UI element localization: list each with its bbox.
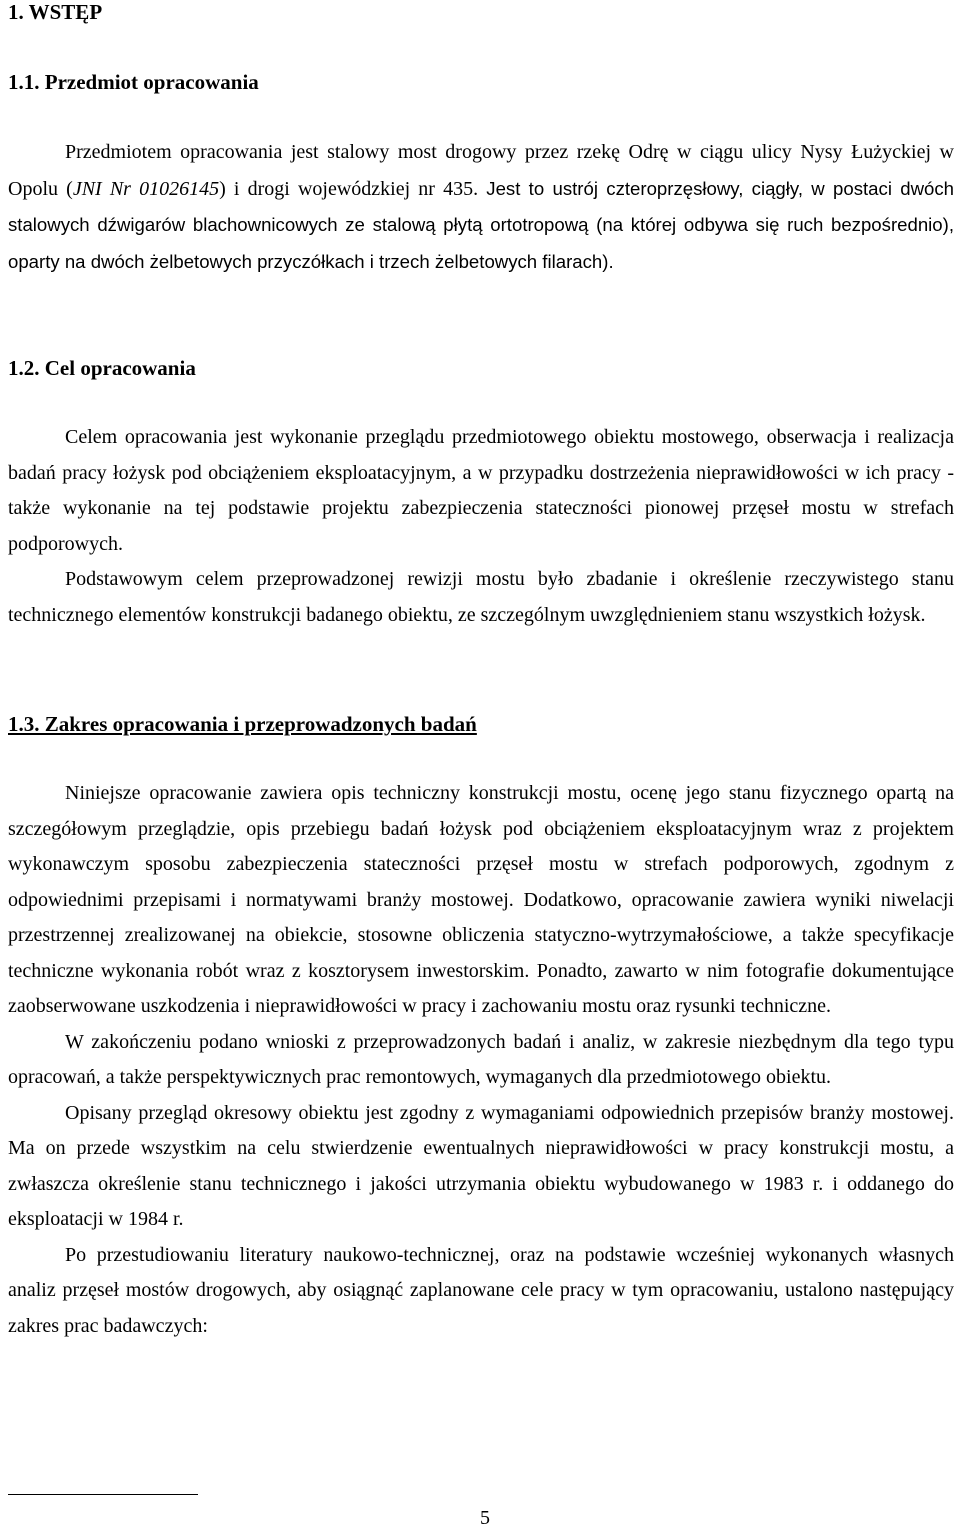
bridge-id-text: JNI Nr 01026145 <box>72 177 220 200</box>
subsection-body-1-2 <box>8 420 954 633</box>
text-run: Przedmiotem opracowania jest stalowy most drogowy przez rzekę Odrę w ciągu ulicy Nysy Łużyckiej w Opolu ( <box>8 141 954 200</box>
subsection-body-1-1 <box>8 135 954 280</box>
subsection-heading-1-3: 1.3. Zakres opracowania i przeprowadzonych badań <box>8 712 477 736</box>
subsection-heading-1-1: 1.1. Przedmiot opracowania <box>8 70 259 94</box>
text-run-sans: Jest to ustrój czteroprzęsłowy, ciągły, w postaci dwóch stalowych dźwigarów blachownicowych ze stalową płytą ortotropową (na której odbywa się ruch bezpośrednio), oparty na dwóch żelbetowych przyczółkach i trzech żelbetowych filarach). <box>8 177 955 272</box>
paragraph: Podstawowym celem przeprowadzonej rewizji mostu było zbadanie i określenie rzeczywistego stanu technicznego elementów konstrukcji badanego obiektu, ze szczególnym uwzględnieniem stanu wszystkich łożysk. <box>8 568 954 626</box>
subsection-heading-1-2: 1.2. Cel opracowania <box>8 356 196 380</box>
paragraph: Po przestudiowaniu literatury naukowo-technicznej, oraz na podstawie wcześniej wykonanych własnych analiz przęseł mostów drogowych, aby osiągnąć zaplanowane cele pracy w tym opracowaniu, ustalono następujący zakres prac badawczych: <box>8 1243 954 1337</box>
section-heading: 1. WSTĘP <box>8 0 103 24</box>
paragraph <box>8 135 954 280</box>
page-number: 5 <box>480 1507 490 1529</box>
paragraph: Niniejsze opracowanie zawiera opis techniczny konstrukcji mostu, ocenę jego stanu fizycznego opartą na szczegółowym przeglądzie, opis przebiegu badań łożysk pod obciążeniem eksploatacyjnym wraz z projektem wykonawczym sposobu zabezpieczenia stateczności przęseł mostu w strefach podporowych, zgodnym z odpowiednimi przepisami i normatywami branży mostowej. Dodatkowo, opracowanie zawiera wyniki niwelacji przestrzennej zrealizowanej na obiekcie, stosowne obliczenia statyczno-wytrzymałościowe, a także specyfikacje techniczne wykonania robót wraz z kosztorysem inwestorskim. Ponadto, zawarto w nim fotografie dokumentujące zaobserwowane uszkodzenia i nieprawidłowości w pracy i zachowaniu mostu oraz rysunki techniczne. <box>8 782 954 1017</box>
text-run: ) i drogi wojewódzkiej nr 435. <box>219 177 487 200</box>
paragraph: Opisany przegląd okresowy obiektu jest zgodny z wymaganiami odpowiednich przepisów branży mostowej. Ma on przede wszystkim na celu stwierdzenie ewentualnych nieprawidłowości w pracy konstrukcji mostu, a zwłaszcza określenie stanu technicznego i jakości utrzymania obiektu wybudowanego w 1983 r. i oddanego do eksploatacji w 1984 r. <box>8 1101 954 1230</box>
paragraph: Celem opracowania jest wykonanie przeglądu przedmiotowego obiektu mostowego, obserwacja i realizacja badań pracy łożysk pod obciążeniem eksploatacyjnym, a w przypadku dostrzeżenia nieprawidłowości w ich pracy - także wykonanie na tej podstawie projektu zabezpieczenia stateczności pionowej przęseł mostu w strefach podporowych. <box>8 426 954 555</box>
subsection-body-1-3 <box>8 776 954 1344</box>
footer-rule <box>8 1494 198 1495</box>
paragraph: W zakończeniu podano wnioski z przeprowadzonych badań i analiz, w zakresie niezbędnym dla tego typu opracowań, a także perspektywicznych prac remontowych, wymaganych dla przedmiotowego obiektu. <box>8 1030 954 1088</box>
